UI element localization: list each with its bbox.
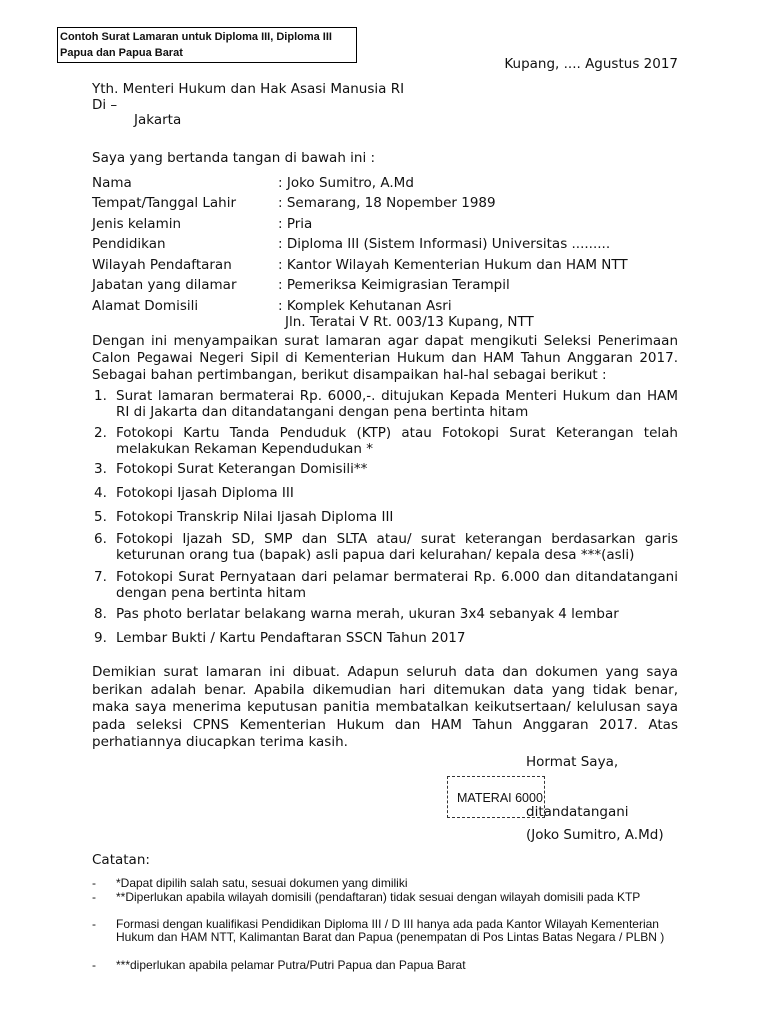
requirement-number: 4. (94, 485, 107, 501)
requirement-text: Pas photo berlatar belakang warna merah, ukuran 3x4 sebanyak 4 lembar (116, 606, 619, 622)
note-item (92, 918, 682, 943)
intro-text: Saya yang bertanda tangan di bawah ini : (92, 150, 376, 166)
note-dash: - (92, 958, 96, 972)
requirement-item (92, 509, 678, 525)
header-box (57, 27, 357, 63)
requirement-item (92, 425, 678, 457)
requirement-text: Fotokopi Surat Pernyataan dari pelamar bermaterai Rp. 6.000 dan ditandatangani dengan pena bertinta hitam (116, 569, 678, 601)
field-value: : Pemeriksa Keimigrasian Terampil (278, 277, 510, 293)
note-dash: - (92, 876, 96, 890)
note-text: ***diperlukan apabila pelamar Putra/Putri Papua dan Papua Barat (116, 958, 466, 972)
requirement-number: 2. (94, 425, 107, 441)
field-value: : Pria (278, 216, 313, 232)
note-text: **Diperlukan apabila wilayah domisili (pendaftaran) tidak sesuai dengan wilayah domisili pada KTP (116, 890, 641, 904)
field-label: Wilayah Pendaftaran (92, 257, 232, 273)
notes-title: Catatan: (92, 852, 150, 868)
requirement-number: 7. (94, 569, 107, 585)
field-label: Pendidikan (92, 236, 166, 252)
field-label: Tempat/Tanggal Lahir (92, 195, 237, 211)
field-value: : Joko Sumitro, A.Md (278, 175, 414, 191)
header-line-1: Contoh Surat Lamaran untuk Diploma III, Diploma III (60, 31, 332, 43)
note-dash: - (92, 890, 96, 904)
field-jenis-kelamin (92, 215, 692, 233)
requirement-text: Fotokopi Transkrip Nilai Ijasah Diploma III (116, 509, 394, 525)
field-value-line-2: Jln. Teratai V Rt. 003/13 Kupang, NTT (285, 314, 534, 330)
recipient-line-1: Yth. Menteri Hukum dan Hak Asasi Manusia RI (92, 81, 405, 97)
signed-text: ditandatangani (526, 804, 629, 820)
field-value: : Komplek Kehutanan Asri (278, 298, 452, 314)
field-alamat (92, 297, 692, 333)
requirement-text: Lembar Bukti / Kartu Pendaftaran SSCN Tahun 2017 (116, 630, 466, 646)
note-text: Formasi dengan kualifikasi Pendidikan Diploma III / D III hanya ada pada Kantor Wilayah Kementerian Hukum dan HAM NTT, Kalimantan Barat dan Papua (penempatan di Pos Lintas Batas Negara / PLBN ) (116, 917, 665, 944)
requirement-item (92, 485, 678, 501)
note-item (92, 891, 682, 904)
header-line-2: Papua dan Papua Barat (60, 47, 183, 59)
field-label: Jenis kelamin (92, 216, 182, 232)
field-label: Jabatan yang dilamar (92, 277, 237, 293)
signer-name: (Joko Sumitro, A.Md) (526, 827, 664, 843)
requirement-number: 3. (94, 461, 107, 477)
field-value: : Diploma III (Sistem Informasi) Universitas ......... (278, 236, 611, 252)
requirement-text: Fotokopi Ijazah SD, SMP dan SLTA atau/ surat keterangan berdasarkan garis keturunan orang tua (bapak) asli papua dari kelurahan/ kepala desa ***(asli) (116, 531, 678, 563)
signature-greeting: Hormat Saya, (526, 754, 619, 770)
requirement-item (92, 531, 678, 563)
note-dash: - (92, 917, 96, 931)
field-value: : Kantor Wilayah Kementerian Hukum dan HAM NTT (278, 257, 628, 273)
closing-paragraph: Demikian surat lamaran ini dibuat. Adapun seluruh data dan dokumen yang saya berikan adalah benar. Apabila dikemudian hari ditemukan data yang tidak benar, maka saya menerima keputusan panitia membatalkan keikutsertaan/ kelulusan saya pada seleksi CPNS Kementerian Hukum dan HAM Tahun Anggaran 2017. Atas perhatiannya diucapkan terima kasih. (92, 664, 678, 750)
recipient-city: Jakarta (134, 112, 182, 128)
requirement-number: 1. (94, 388, 107, 404)
field-wilayah (92, 256, 692, 274)
note-item (92, 877, 682, 890)
requirement-number: 5. (94, 509, 107, 525)
requirement-text: Surat lamaran bermaterai Rp. 6000,-. ditujukan Kepada Menteri Hukum dan HAM RI di Jakarta dan ditandatangani dengan pena bertinta hitam (116, 388, 678, 420)
field-pendidikan (92, 235, 692, 253)
requirement-item (92, 606, 678, 622)
field-ttl (92, 194, 692, 212)
field-jabatan (92, 276, 692, 294)
field-nama (92, 174, 692, 192)
requirement-item (92, 630, 678, 646)
recipient-line-2: Di – (92, 97, 118, 113)
requirement-number: 8. (94, 606, 107, 622)
requirement-item (92, 388, 678, 420)
materai-label: MATERAI 6000 (457, 791, 543, 805)
field-label: Nama (92, 175, 132, 191)
opening-paragraph: Dengan ini menyampaikan surat lamaran agar dapat mengikuti Seleksi Penerimaan Calon Pegawai Negeri Sipil di Kementerian Hukum dan HAM Tahun Anggaran 2017. Sebagai bahan pertimbangan, berikut disampaikan hal-hal sebagai berikut : (92, 333, 678, 383)
requirement-number: 9. (94, 630, 107, 646)
requirement-item (92, 461, 678, 477)
field-label: Alamat Domisili (92, 298, 199, 314)
note-text: *Dapat dipilih salah satu, sesuai dokumen yang dimiliki (116, 876, 408, 890)
requirement-text: Fotokopi Kartu Tanda Penduduk (KTP) atau Fotokopi Surat Keterangan telah melakukan Rekaman Kependudukan * (116, 425, 678, 457)
place-date: Kupang, .... Agustus 2017 (504, 56, 678, 72)
requirement-text: Fotokopi Surat Keterangan Domisili** (116, 461, 368, 477)
requirement-number: 6. (94, 531, 107, 547)
note-item (92, 959, 682, 972)
requirement-item (92, 569, 678, 601)
requirement-text: Fotokopi Ijasah Diploma III (116, 485, 294, 501)
field-value: : Semarang, 18 Nopember 1989 (278, 195, 496, 211)
